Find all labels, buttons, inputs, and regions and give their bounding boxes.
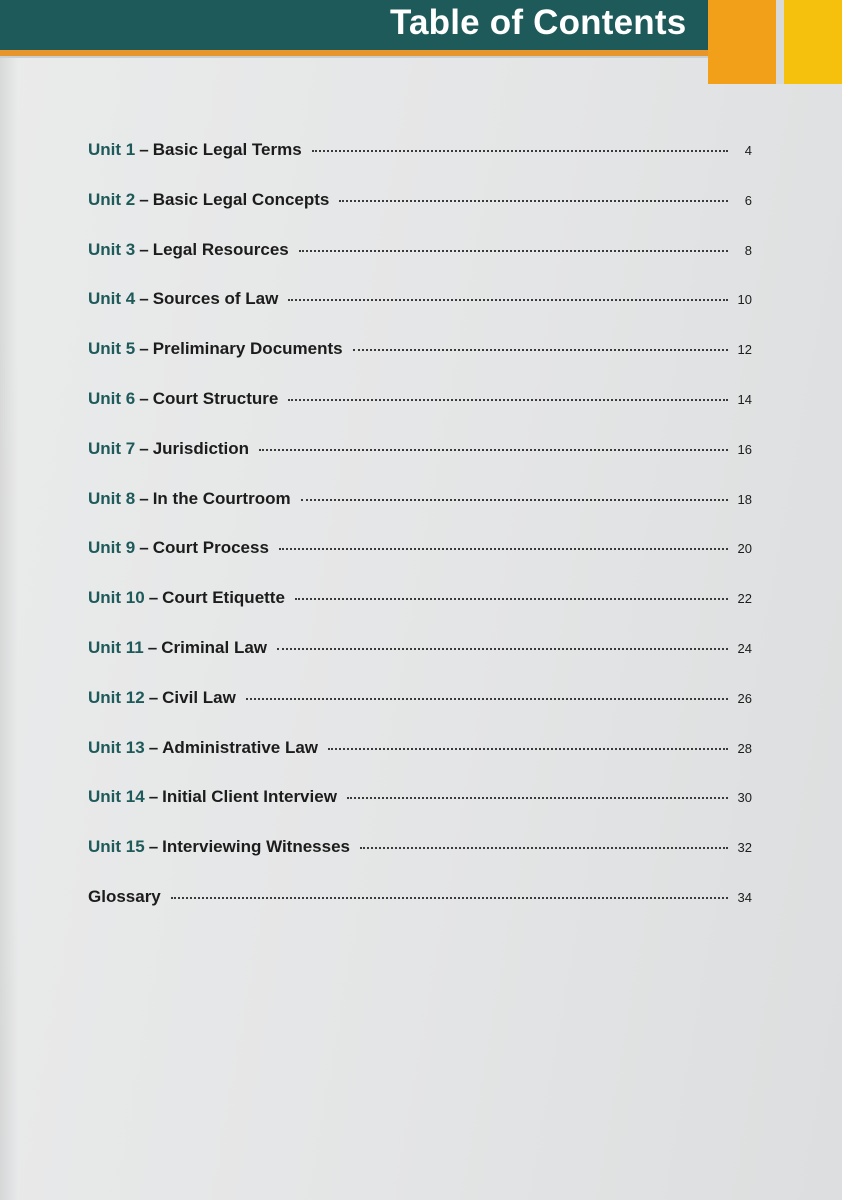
corner-tab-yellow — [784, 0, 842, 84]
toc-page-number: 26 — [737, 690, 752, 706]
toc-dot-leader — [347, 797, 728, 799]
toc-page-number: 32 — [737, 840, 752, 856]
toc-page-number: 22 — [737, 591, 752, 607]
header-divider — [0, 56, 708, 58]
toc-entry[interactable] — [88, 489, 752, 539]
toc-page-number: 30 — [737, 790, 752, 806]
toc-topic: Interviewing Witnesses — [162, 837, 351, 857]
toc-unit-label: Unit 3 — [88, 239, 136, 259]
toc-entry[interactable] — [88, 688, 752, 738]
toc-dot-leader — [279, 548, 728, 550]
toc-page-number: 34 — [737, 889, 752, 905]
toc-unit-label: Unit 14 — [88, 787, 145, 807]
toc-entry[interactable] — [88, 538, 752, 588]
toc-entry-glossary[interactable] — [88, 887, 752, 937]
toc-topic: Basic Legal Terms — [152, 140, 302, 159]
toc-dot-leader — [259, 449, 728, 451]
toc-separator: – — [148, 787, 159, 807]
corner-tab-orange — [708, 0, 776, 84]
toc-separator: – — [148, 687, 159, 707]
toc-topic: Court Process — [152, 538, 269, 558]
toc-separator: – — [139, 289, 149, 309]
toc-dot-leader — [295, 598, 728, 600]
toc-unit-label: Unit 5 — [88, 339, 136, 359]
toc-topic: Preliminary Documents — [152, 339, 343, 359]
toc-topic: Basic Legal Concepts — [152, 189, 330, 209]
toc-dot-leader — [277, 648, 728, 650]
toc-entry[interactable] — [88, 439, 752, 489]
toc-entry[interactable] — [88, 638, 752, 688]
toc-topic: Sources of Law — [152, 289, 279, 309]
toc-page-number: 6 — [744, 192, 752, 208]
toc-separator: – — [139, 388, 149, 408]
toc-dot-leader — [339, 200, 728, 202]
toc-dot-leader — [288, 399, 728, 401]
toc-separator: – — [139, 140, 149, 159]
toc-dot-leader — [288, 299, 728, 301]
toc-separator: – — [139, 189, 149, 209]
toc-entry[interactable] — [88, 588, 752, 638]
toc-page-number: 8 — [744, 242, 752, 258]
toc-dot-leader — [301, 499, 728, 501]
toc-separator: – — [139, 538, 149, 558]
page-title: Table of Contents — [390, 3, 687, 42]
toc-page-number: 24 — [737, 640, 752, 656]
toc-separator: – — [148, 737, 159, 757]
toc-topic: Legal Resources — [152, 239, 289, 259]
toc-separator: – — [148, 588, 159, 608]
toc-entry[interactable] — [88, 837, 752, 887]
toc-page-number: 18 — [737, 491, 752, 507]
toc-topic: Administrative Law — [162, 737, 319, 757]
toc-separator: – — [139, 239, 149, 259]
toc-dot-leader — [299, 250, 728, 252]
toc-entry[interactable] — [88, 339, 752, 389]
toc-unit-label: Unit 4 — [88, 289, 136, 309]
toc-dot-leader — [360, 847, 728, 849]
toc-page-number: 28 — [737, 740, 752, 756]
toc-separator: – — [139, 339, 149, 359]
toc-page-number: 20 — [737, 541, 752, 557]
toc-entry[interactable] — [88, 190, 752, 240]
toc-topic: Court Structure — [152, 388, 279, 408]
toc-unit-label: Unit 13 — [88, 737, 145, 757]
toc-topic: Court Etiquette — [162, 588, 285, 608]
toc-unit-label: Unit 2 — [88, 189, 136, 209]
toc-page-number: 14 — [737, 391, 752, 407]
toc-dot-leader — [171, 897, 728, 899]
toc-glossary-label: Glossary — [88, 886, 161, 906]
toc-unit-label: Unit 10 — [88, 588, 145, 608]
toc-topic: In the Courtroom — [152, 488, 291, 508]
toc-entry[interactable] — [88, 738, 752, 788]
toc-list — [88, 140, 752, 937]
toc-entry[interactable] — [88, 240, 752, 290]
toc-topic: Initial Client Interview — [162, 787, 337, 807]
toc-page-number: 16 — [737, 441, 752, 457]
toc-topic: Criminal Law — [161, 637, 268, 657]
toc-entry[interactable] — [88, 787, 752, 837]
toc-unit-label: Unit 7 — [88, 438, 136, 458]
toc-page-number: 12 — [737, 342, 752, 358]
toc-dot-leader — [312, 150, 728, 152]
toc-unit-label: Unit 6 — [88, 388, 136, 408]
toc-separator: – — [148, 837, 159, 857]
toc-topic: Jurisdiction — [152, 438, 250, 458]
toc-topic: Civil Law — [162, 687, 236, 707]
toc-unit-label: Unit 9 — [88, 538, 136, 558]
toc-unit-label: Unit 8 — [88, 488, 136, 508]
toc-separator: – — [147, 637, 158, 657]
toc-page-number: 4 — [744, 143, 752, 158]
toc-entry[interactable] — [88, 140, 752, 190]
corner-tab-gap — [776, 0, 784, 84]
toc-unit-label: Unit 1 — [88, 140, 136, 159]
toc-entry[interactable] — [88, 289, 752, 339]
toc-separator: – — [139, 438, 149, 458]
toc-separator: – — [139, 488, 149, 508]
toc-entry[interactable] — [88, 389, 752, 439]
toc-unit-label: Unit 12 — [88, 687, 145, 707]
toc-dot-leader — [246, 698, 728, 700]
toc-unit-label: Unit 15 — [88, 837, 145, 857]
toc-dot-leader — [353, 349, 728, 351]
toc-page-number: 10 — [737, 292, 752, 308]
toc-dot-leader — [328, 748, 728, 750]
toc-unit-label: Unit 11 — [88, 637, 144, 657]
